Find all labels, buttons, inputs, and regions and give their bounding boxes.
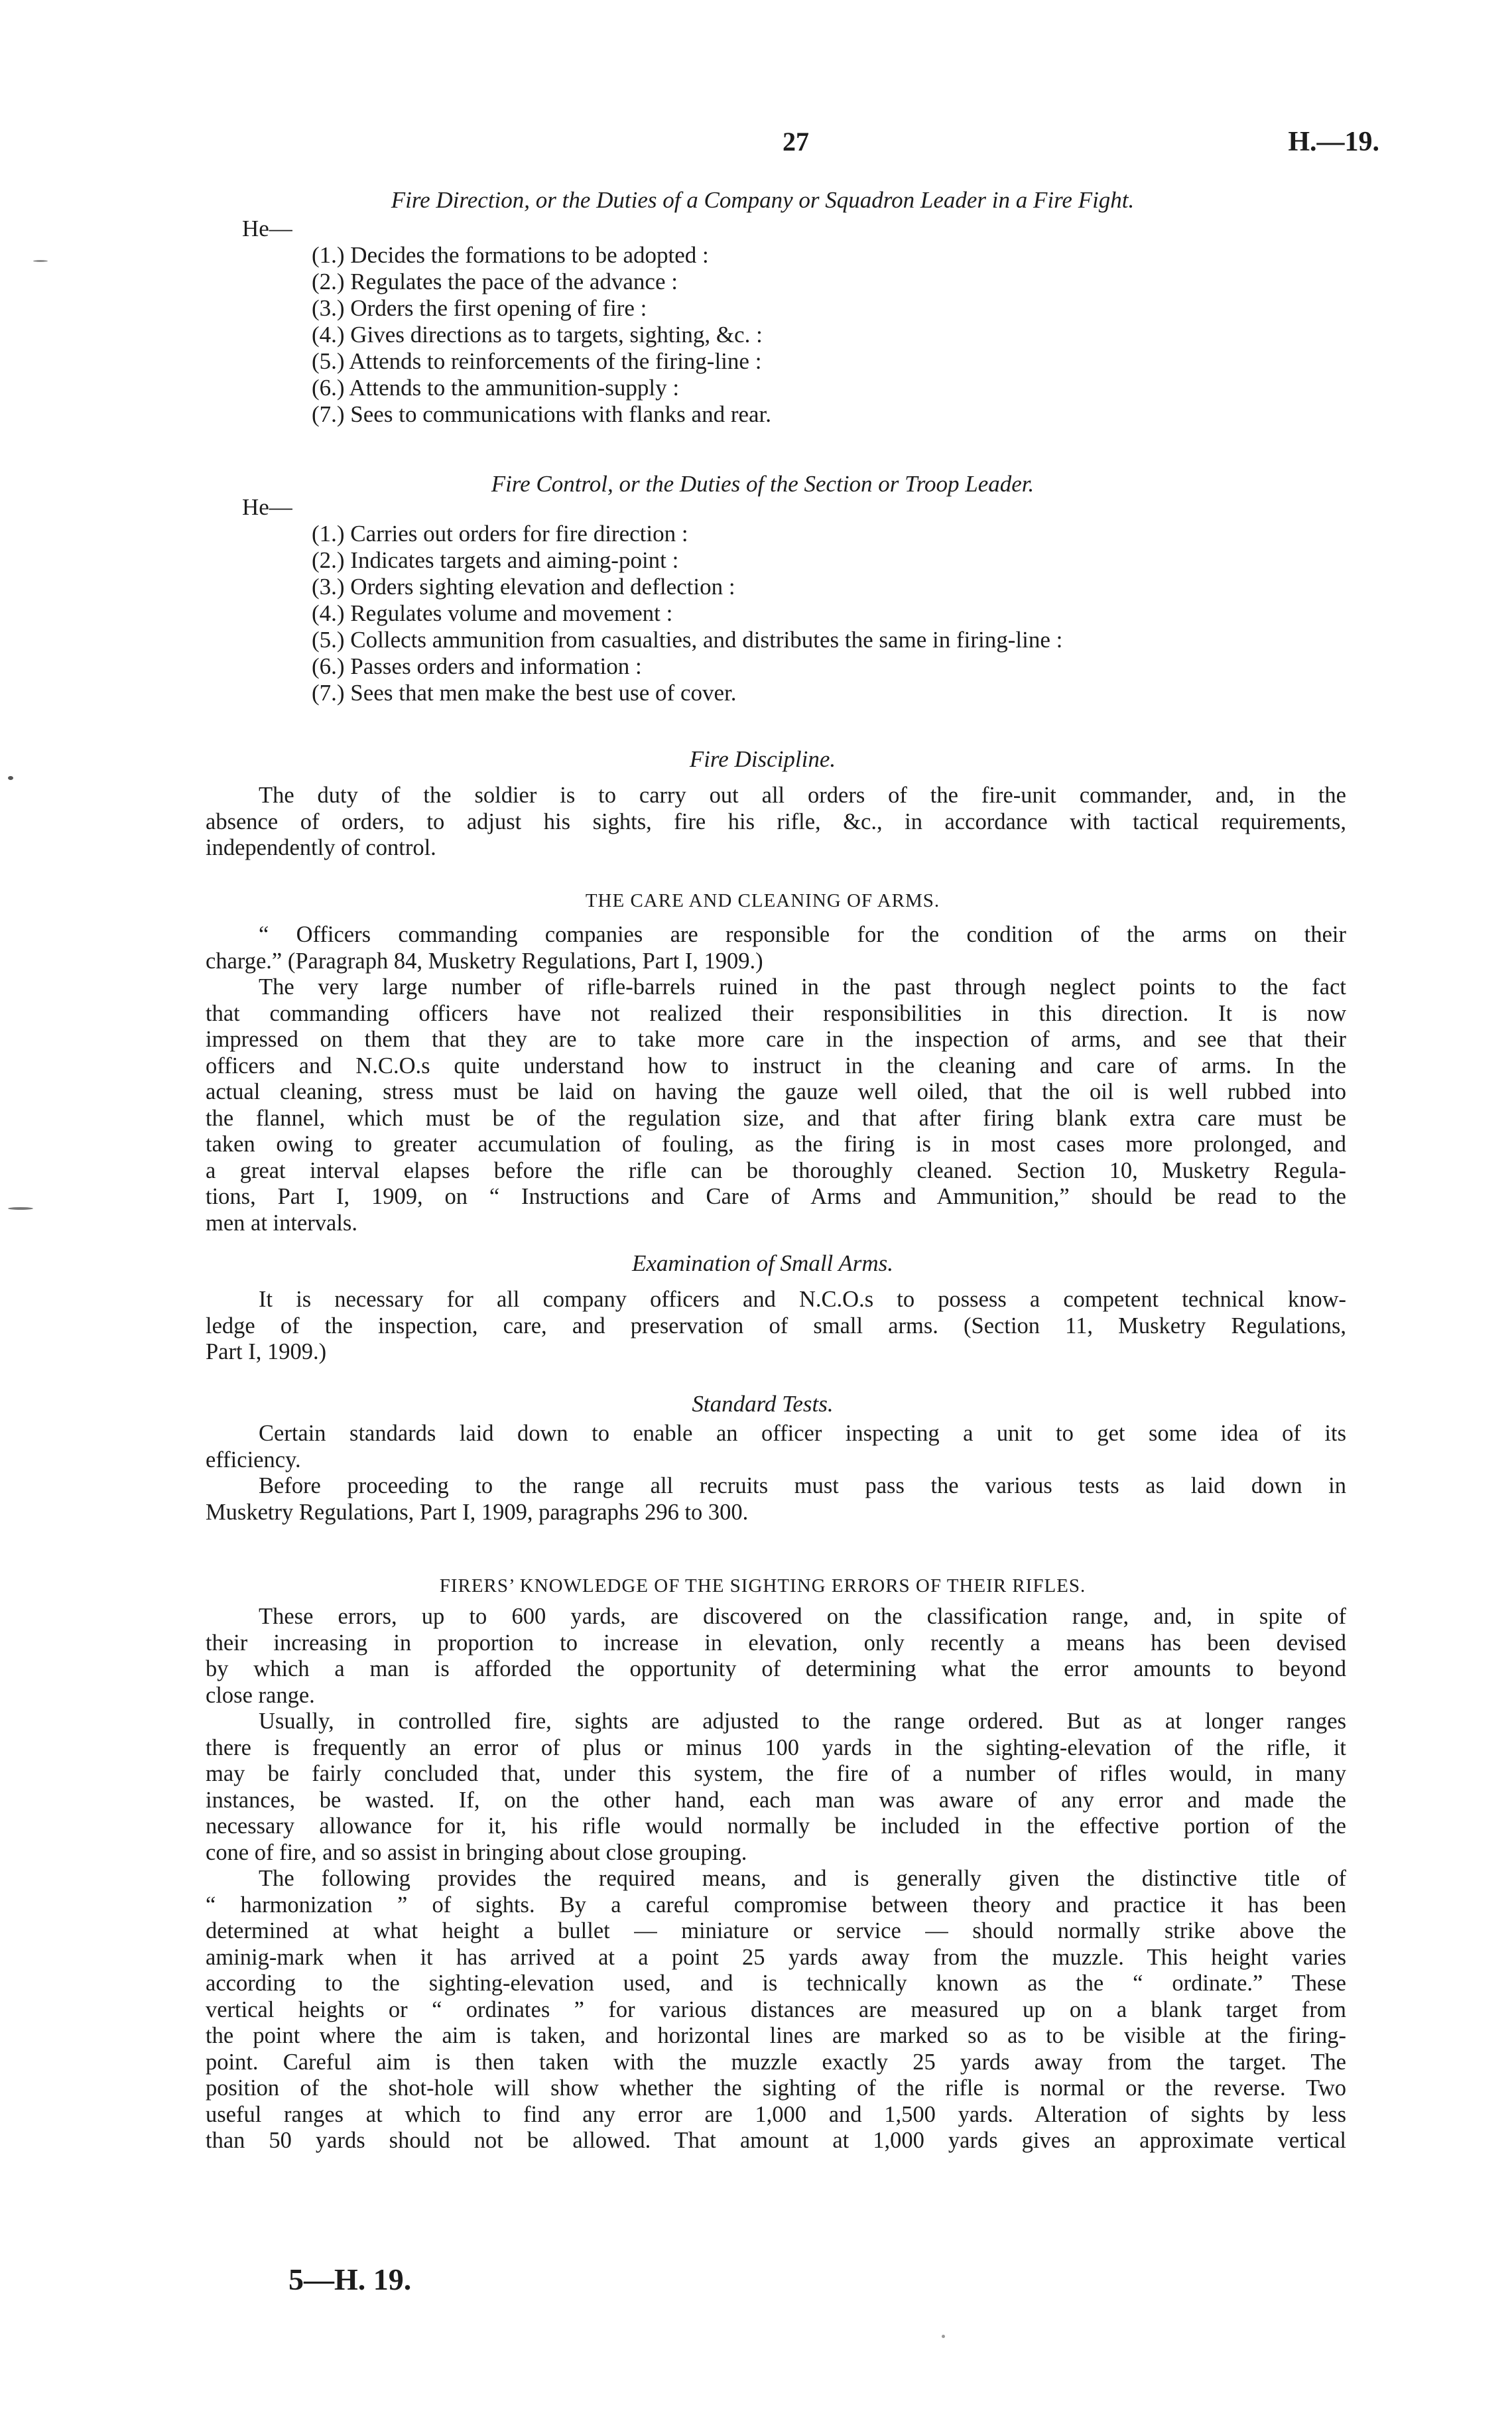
paragraph xyxy=(206,1604,1346,1709)
text-line: Certain standards laid down to enable an officer inspecting a unit to get some idea of its xyxy=(259,1421,1346,1446)
footer-signature: 5—H. 19. xyxy=(288,2262,412,2296)
text-line: position of the shot-hole will show whether the sighting of the rifle is normal or the reverse. Two xyxy=(206,2075,1346,2101)
paragraph xyxy=(206,783,1346,862)
text-line: cone of fire, and so assist in bringing about close grouping. xyxy=(206,1839,747,1865)
text-line: vertical heights or “ ordinates ” for various distances are measured up on a blank target from xyxy=(206,1996,1346,2022)
list-item: (7.) Sees to communications with flanks and rear. xyxy=(312,401,772,427)
text-line: there is frequently an error of plus or minus 100 yards in the sighting-elevation of the rifle, it xyxy=(206,1734,1346,1760)
text-line: tions, Part I, 1909, on “ Instructions and Care of Arms and Ammunition,” should be read to the xyxy=(206,1184,1346,1209)
fire-direction-list xyxy=(242,216,772,428)
text-line: “ Officers commanding companies are responsible for the condition of the arms on their xyxy=(259,922,1346,947)
list-item: (3.) Orders sighting elevation and deflection : xyxy=(312,574,735,600)
scan-speck xyxy=(8,1207,33,1210)
text-line: “ harmonization ” of sights. By a careful compromise between theory and practice it has been xyxy=(206,1892,1346,1918)
list-item: (5.) Attends to reinforcements of the firing-line : xyxy=(312,348,762,374)
fire-control-list xyxy=(242,494,1063,706)
list-item: (3.) Orders the first opening of fire : xyxy=(312,295,647,321)
text-line: independently of control. xyxy=(206,835,436,860)
text-line: determined at what height a bullet — miniature or service — should normally strike above the xyxy=(206,1918,1346,1943)
list-intro: He— xyxy=(242,494,292,520)
scan-speck xyxy=(942,2335,945,2338)
text-line: Usually, in controlled fire, sights are adjusted to the range ordered. But as at longer ranges xyxy=(259,1709,1346,1734)
text-line: Part I, 1909.) xyxy=(206,1339,327,1364)
document-reference: H.—19. xyxy=(1288,127,1379,157)
text-line: ledge of the inspection, care, and preservation of small arms. (Section 11, Musketry Regulations, xyxy=(206,1313,1346,1338)
paragraph xyxy=(206,974,1346,1236)
paragraph xyxy=(206,1473,1346,1526)
list-item: (2.) Indicates targets and aiming-point : xyxy=(312,547,679,573)
list-item: (6.) Attends to the ammunition-supply : xyxy=(312,375,680,401)
text-line: according to the sighting-elevation used, and is technically known as the “ ordinate.” These xyxy=(206,1971,1346,1996)
text-line: the flannel, which must be of the regulation size, and that after firing blank extra care must be xyxy=(206,1105,1346,1131)
text-line: efficiency. xyxy=(206,1447,301,1472)
list-item: (1.) Decides the formations to be adopted : xyxy=(312,242,709,268)
text-line: absence of orders, to adjust his sights, fire his rifle, &c., in accordance with tactical requirements, xyxy=(206,809,1346,834)
text-line: Musketry Regulations, Part I, 1909, paragraphs 296 to 300. xyxy=(206,1499,749,1525)
text-line: a great interval elapses before the rifle can be thoroughly cleaned. Section 10, Musketry Regula- xyxy=(206,1157,1346,1183)
text-line: The following provides the required means, and is generally given the distinctive title of xyxy=(259,1866,1346,1891)
text-line: close range. xyxy=(206,1682,315,1708)
list-item: (5.) Collects ammunition from casualties, and distributes the same in firing-line : xyxy=(312,627,1063,653)
page-number: 27 xyxy=(783,127,809,157)
list-item: (7.) Sees that men make the best use of cover. xyxy=(312,680,737,706)
paragraph xyxy=(206,922,1346,974)
text-line: point. Careful aim is then taken with the muzzle exactly 25 yards away from the target. The xyxy=(206,2049,1346,2075)
list-item: (2.) Regulates the pace of the advance : xyxy=(312,269,678,294)
list-intro: He— xyxy=(242,216,292,241)
list-item: (4.) Regulates volume and movement : xyxy=(312,600,673,626)
text-line: The duty of the soldier is to carry out all orders of the fire-unit commander, and, in the xyxy=(259,783,1346,808)
text-line: may be fairly concluded that, under this system, the fire of a number of rifles would, in many xyxy=(206,1761,1346,1786)
section-heading-fire-discipline: Fire Discipline. xyxy=(689,746,836,772)
text-line: officers and N.C.O.s quite understand how to instruct in the cleaning and care of arms. In the xyxy=(206,1053,1346,1078)
text-line: It is necessary for all company officers and N.C.O.s to possess a competent technical know- xyxy=(259,1287,1346,1312)
text-line: The very large number of rifle-barrels ruined in the past through neglect points to the fact xyxy=(259,974,1346,1000)
text-line: the point where the aim is taken, and horizontal lines are marked so as to be visible at the firing- xyxy=(206,2023,1346,2048)
text-line: useful ranges at which to find any error are 1,000 and 1,500 yards. Alteration of sights by less xyxy=(206,2101,1346,2127)
list-item: (1.) Carries out orders for fire direction : xyxy=(312,521,688,547)
text-line: Before proceeding to the range all recruits must pass the various tests as laid down in xyxy=(259,1473,1346,1498)
text-line: their increasing in proportion to increase in elevation, only recently a means has been devised xyxy=(206,1630,1346,1656)
section-heading-care-cleaning: THE CARE AND CLEANING OF ARMS. xyxy=(585,890,940,911)
text-line: These errors, up to 600 yards, are discovered on the classification range, and, in spite of xyxy=(259,1604,1346,1629)
scan-speck xyxy=(8,776,13,780)
text-line: by which a man is afforded the opportunity of determining what the error amounts to beyond xyxy=(206,1656,1346,1681)
text-line: impressed on them that they are to take more care in the inspection of arms, and see that their xyxy=(206,1027,1346,1052)
text-line: than 50 yards should not be allowed. That amount at 1,000 yards gives an approximate vertical xyxy=(206,2128,1346,2153)
text-line: instances, be wasted. If, on the other hand, each man was aware of any error and made the xyxy=(206,1787,1346,1813)
section-heading-fire-direction: Fire Direction, or the Duties of a Company or Squadron Leader in a Fire Fight. xyxy=(391,187,1135,213)
text-line: that commanding officers have not realized their responsibilities in this direction. It is now xyxy=(206,1000,1346,1026)
list-item: (4.) Gives directions as to targets, sighting, &c. : xyxy=(312,322,763,348)
section-heading-examination: Examination of Small Arms. xyxy=(631,1250,894,1276)
section-heading-sighting-errors: FIRERS’ KNOWLEDGE OF THE SIGHTING ERRORS OF THEIR RIFLES. xyxy=(439,1575,1086,1597)
paragraph xyxy=(206,1709,1346,1866)
text-line: necessary allowance for it, his rifle would normally be included in the effective portion of the xyxy=(206,1813,1346,1839)
section-heading-fire-control: Fire Control, or the Duties of the Section or Troop Leader. xyxy=(491,471,1035,497)
text-line: charge.” (Paragraph 84, Musketry Regulations, Part I, 1909.) xyxy=(206,948,763,974)
section-heading-standard-tests: Standard Tests. xyxy=(692,1391,834,1417)
text-line: taken owing to greater accumulation of fouling, as the firing is in most cases more prolonged, and xyxy=(206,1132,1346,1157)
paragraph xyxy=(206,1866,1346,2154)
text-line: men at intervals. xyxy=(206,1210,357,1236)
text-line: aminig-mark when it has arrived at a point 25 yards away from the muzzle. This height varies xyxy=(206,1944,1346,1970)
text-line: actual cleaning, stress must be laid on having the gauze well oiled, that the oil is well rubbed into xyxy=(206,1079,1346,1104)
paragraph xyxy=(206,1421,1346,1473)
paragraph xyxy=(206,1287,1346,1366)
list-item: (6.) Passes orders and information : xyxy=(312,653,642,679)
scan-speck xyxy=(33,260,48,262)
